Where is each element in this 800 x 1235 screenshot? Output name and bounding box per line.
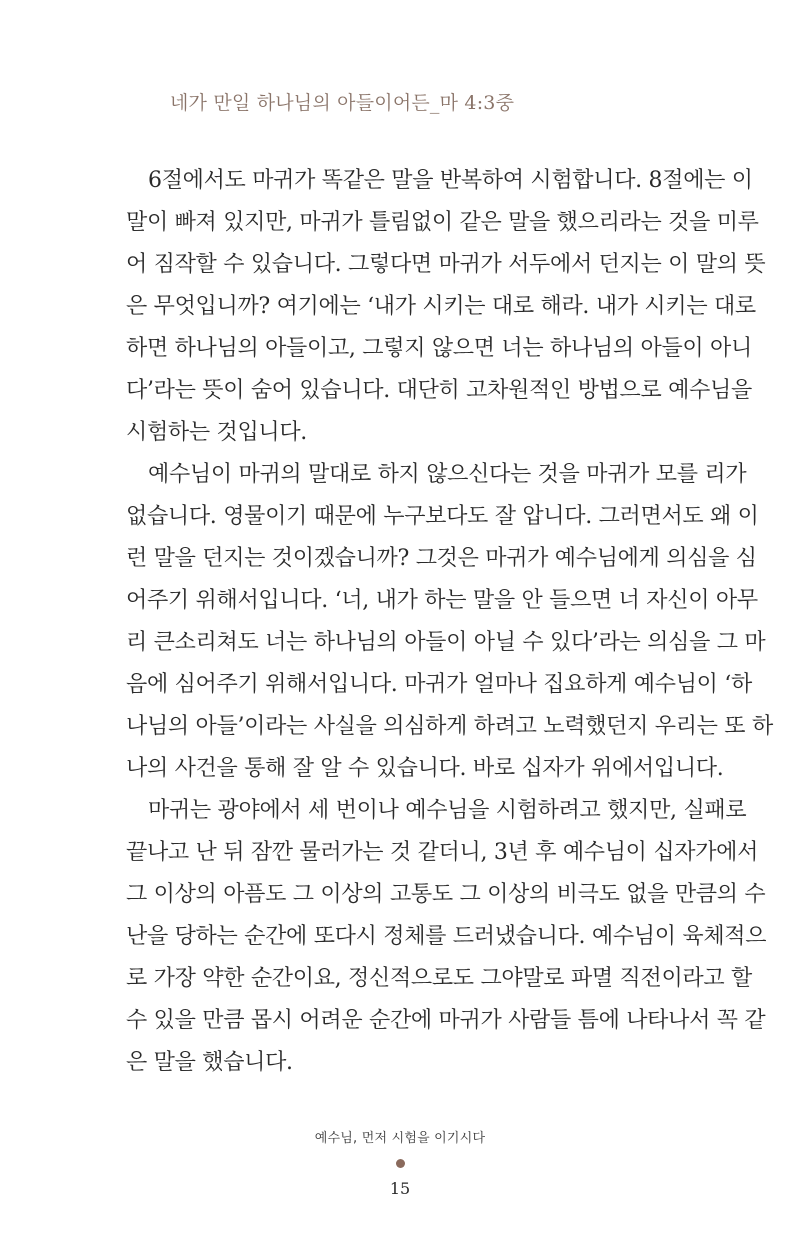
footer-dot-ornament [396,1159,405,1168]
text-line: 다’라는 뜻이 숨어 있습니다. 대단히 고차원적인 방법으로 예수님을 [126,378,752,403]
text-line: 어 짐작할 수 있습니다. 그렇다면 마귀가 서두에서 던지는 이 말의 뜻 [126,252,766,277]
text-line: 리 큰소리쳐도 너는 하나님의 아들이 아닐 수 있다’라는 의심을 그 마 [126,630,766,655]
text-line: 수 있을 만큼 몹시 어려운 순간에 마귀가 사람들 틈에 나타나서 꼭 같 [126,1008,766,1033]
paragraph-2 [126,454,773,790]
text-line: 끝나고 난 뒤 잠깐 물러가는 것 같더니, 3년 후 예수님이 십자가에서 [126,840,759,865]
text-line: 로 가장 약한 순간이요, 정신적으로도 그야말로 파멸 직전이라고 할 [126,966,752,991]
text-line: 예수님이 마귀의 말대로 하지 않으신다는 것을 마귀가 모를 리가 [148,462,747,487]
body-text [126,160,773,1084]
text-line: 없습니다. 영물이기 때문에 누구보다도 잘 압니다. 그러면서도 왜 이 [126,504,759,529]
text-line: 그 이상의 아픔도 그 이상의 고통도 그 이상의 비극도 없을 만큼의 수 [126,882,766,907]
paragraph-1 [126,160,766,454]
page-number: 15 [389,1179,411,1198]
footer-book-title: 예수님, 먼저 시험을 이기시다 [314,1131,486,1146]
text-line: 난을 당하는 순간에 또다시 정체를 드러냈습니다. 예수님이 육체적으 [126,924,767,949]
text-line: 은 말을 했습니다. [126,1050,293,1075]
text-line: 마귀는 광야에서 세 번이나 예수님을 시험하려고 했지만, 실패로 [148,798,747,823]
text-line: 은 무엇입니까? 여기에는 ‘내가 시키는 대로 해라. 내가 시키는 대로 [126,294,756,319]
text-line: 말이 빠져 있지만, 마귀가 틀림없이 같은 말을 했으리라는 것을 미루 [126,210,759,235]
running-head: 네가 만일 하나님의 아들이어든_마 4:3중 [170,92,515,114]
page-footer [0,1127,800,1198]
text-line: 음에 심어주기 위해서입니다. 마귀가 얼마나 집요하게 예수님이 ‘하 [126,672,752,697]
paragraph-3 [126,790,767,1084]
text-line: 하면 하나님의 아들이고, 그렇지 않으면 너는 하나님의 아들이 아니 [126,336,752,361]
text-line: 나의 사건을 통해 잘 알 수 있습니다. 바로 십자가 위에서입니다. [126,756,724,781]
text-line: 6절에서도 마귀가 똑같은 말을 반복하여 시험합니다. 8절에는 이 [148,168,753,193]
text-line: 런 말을 던지는 것이겠습니까? 그것은 마귀가 예수님에게 의심을 심 [126,546,757,571]
text-line: 시험하는 것입니다. [126,420,308,445]
text-line: 나님의 아들’이라는 사실을 의심하게 하려고 노력했던지 우리는 또 하 [126,714,773,739]
text-line: 어주기 위해서입니다. ‘너, 내가 하는 말을 안 들으면 너 자신이 아무 [126,588,758,613]
